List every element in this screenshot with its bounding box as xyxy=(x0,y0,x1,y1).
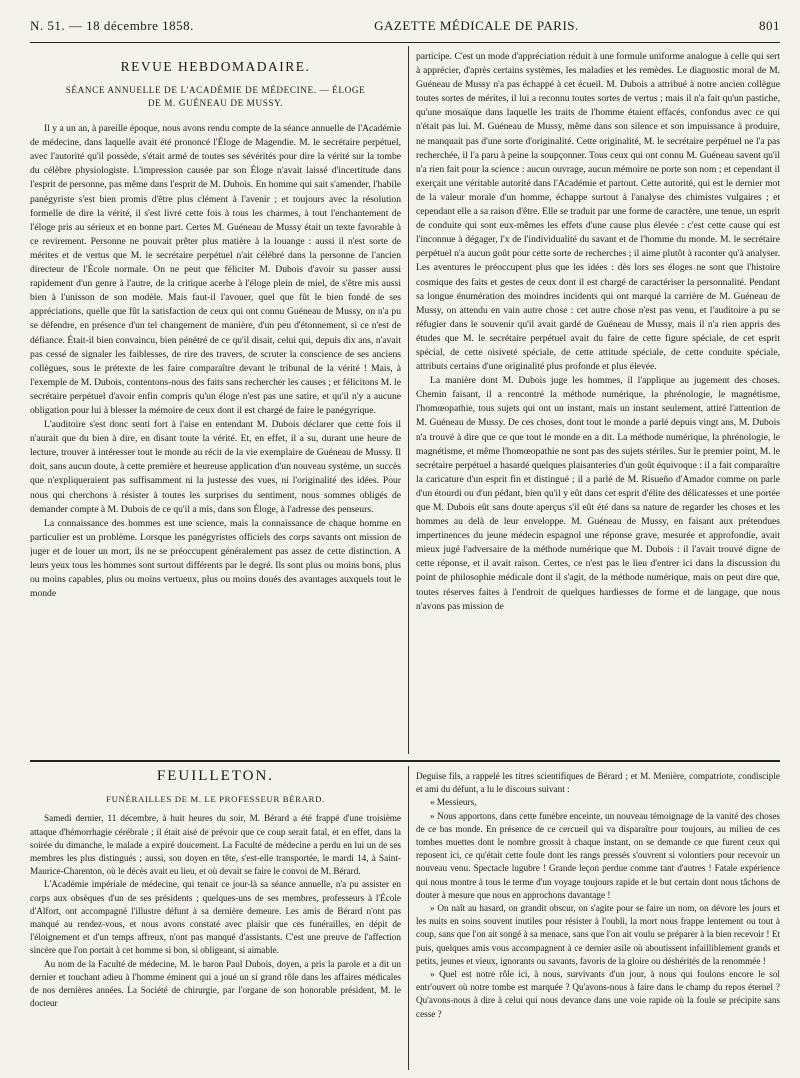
revue-paragraph: La connaissance des hommes est une science, mais la connaissance de chaque homme en particulier est un problème. Lorsque les panégyristes officiels des corps savants ont mission de juger et de louer un mort, ils ne se préoccupent généralement pas assez de cette distinction. A leurs yeux tous les hommes sont surtout différents par le degré. Ils sont plus ou moins bons, plus ou moins capables, plus ou moins vertueux, plus ou moins doués des avantages auxquels tout le monde xyxy=(30,517,401,600)
feuilleton-paragraph: Deguise fils, a rappelé les titres scientifiques de Bérard ; et M. Menière, compatriote, condisciple et ami du défunt, a lu le discours suivant : xyxy=(416,771,780,795)
issue-number: N. 51. — 18 décembre 1858. xyxy=(30,18,194,33)
feuilleton-subtitle: FUNÉRAILLES DE M. LE PROFESSEUR BÉRARD. xyxy=(106,794,325,805)
revue-subtitle-line-2: DE M. GUÉNEAU DE MUSSY. xyxy=(147,98,284,109)
revue-paragraph: L'auditoire s'est donc senti fort à l'aise en entendant M. Dubois déclarer que cette fois il n'aurait que du bien à dire, en disant toute la vérité. Et, en effet, il a su, durant une heure de lecture, trouver à intéresser tout le monde au récit de la vie exemplaire de Guéneau de Mussy. Il doit, sans aucun doute, à cette première et heureuse application d'un nouveau système, un succès que n'expliqueraient pas suffisamment ni la justesse des vues, ni l'originalité des idées. Pour nous qui cherchons à résister à toutes les surprises du sentiment, nous sommes obligés de demander compte à M. Dubois de ce qu'il a mis, dans son Éloge, à l'adresse des penseurs. xyxy=(30,419,401,515)
column-divider xyxy=(408,46,409,754)
column-divider xyxy=(408,766,409,1070)
header-rule xyxy=(30,42,780,43)
revue-subtitle-line-1: SÉANCE ANNUELLE DE L'ACADÉMIE DE MÉDECINE. — ÉLOGE xyxy=(65,85,366,96)
feuilleton-rule xyxy=(30,760,780,762)
journal-title: GAZETTE MÉDICALE DE PARIS. xyxy=(374,18,579,33)
feuilleton-paragraph: » Nous apportons, dans cette funèbre enceinte, un nouveau témoignage de la vanité des choses de ce bas monde. En présence de ce cercueil qui va disparaître pour toujours, au milieu de ces tombes muettes dont le nombre grossit à chaque instant, on se demande ce que furent ceux qui reposent ici, ce qu'était cette foule dont les rangs pressés s'ouvrent si volontiers pour recevoir un nouveau venu. Spectacle lugubre ! Grande leçon perdue comme tant d'autres ! Fatale expérience qui nous montre à tous le terme d'un voyage toujours rapide et le but certain dont nous tâchons de douter à mesure que nous en approchons davantage ! xyxy=(416,810,780,900)
page-header xyxy=(30,18,780,38)
feuilleton-paragraph: Samedi dernier, 11 décembre, à huit heures du soir, M. Bérard a été frappé d'une troisième attaque d'hémorrhagie cérébrale ; il était aisé de prévoir que ce coup serait fatal, et en effet, dans la soirée du dimanche, le malade a expiré doucement. La Faculté de médecine a perdu en lui un de ses membres les plus distingués ; aussi, son doyen en tête, s'est-elle transportée, le mardi 14, à Saint-Maurice-Charenton, où le décès avait eu lieu, et où devait se faire le convoi de M. Bérard. xyxy=(30,813,401,877)
revue-paragraph: participe. C'est un mode d'appréciation réduit à une formule uniforme analogue à celle qui sert à apprécier, d'après certains systèmes, les maladies et les remèdes. Le diagnostic moral de M. Guéneau de Mussy n'a pas échappé à cet écueil. M. Dubois a attribué à notre ancien collègue toutes sortes de mérites, il lui a reconnu toutes sortes de vertus ; mais il n'a fait qu'un pastiche, qu'une mosaïque dans laquelle les traits de l'homme étaient effacés, confondus avec ce qui n'était pas lui. M. Guéneau de Mussy, même dans son silence et son impuissance à produire, ne manquait pas d'une sorte d'originalité. Cette originalité, M. le secrétaire perpétuel ne l'a pas recherchée, il l'a paru à peine la soupçonner. Tous ceux qui ont connu M. Guéneau savent qu'il n'a rien fait pour la science : aucun ouvrage, aucun mémoire ne porte son nom ; et cependant il exerçait une véritable autorité dans l'Académie et partout. Cette autorité, qui est le dernier mot de la valeur morale d'un homme, échappe surtout à l'analyse des chimistes vulgaires ; et cependant elle a sa raison d'être. Elle se traduit par une forme de caractère, une tenue, un esprit de conduite qui sont eux-mêmes les effets d'une cause plus élevée : c'est cette cause qui est l'inconnue à dégager, l'x de l'individualité du savant et de l'homme du monde. M. le secrétaire perpétuel n'a aucun goût pour cette sorte de recherches ; il aime plutôt à raconter qu'à analyser. Les aventures le préoccupent plus que les idées : dès lors ses éloges ne sont que l'histoire cosmique des faits et gestes de ceux dont il est chargé de caractériser la personnalité. Pendant sa longue énumération des moindres incidents qui ont marqué la carrière de M. Guéneau de Mussy, on attendu en vain autre chose : cet autre chose n'est pas venu, et l'auditoire a pu se réfugier dans le souvenir qu'il avait gardé de Guéneau de Mussy, mais il n'a rien appris des études que M. le secrétaire perpétuel avait du faire de cette figure spéciale, de cet esprit spécial, de cette oisiveté spéciale, de cette attitude spéciale, de cette conduite spéciale, attributs certains d'une originalité plus profonde et plus élevée. xyxy=(416,51,780,373)
feuilleton-paragraph: Au nom de la Faculté de médecine, M. le baron Paul Dubois, doyen, a pris la parole et a dit un dernier et touchant adieu à l'homme éminent qui a joué un si grand rôle dans les affaires médicales de nos dernières années. La Société de chirurgie, par l'organe de son honorable président, M. le docteur xyxy=(30,958,401,1009)
feuilleton-paragraph: L'Académie impériale de médecine, qui tenait ce jour-là sa séance annuelle, n'a pu assister en corps aux obsèques d'un de ses présidents ; quelques-uns de ses membres, professeurs à l'École d'Alfort, ont accompagné l'illustre défunt à sa dernière demeure. Les amis de Bérard n'ont pas manqué au rendez-vous, et nous avons constaté avec plaisir que ces funérailles, en dépit de l'éloignement et d'un temps affreux, n'ont pas manqué d'assistants. C'est une preuve de l'affection sincère que l'on portait à cet homme si bon, si obligeant, si aimable. xyxy=(30,879,401,956)
revue-column-2 xyxy=(416,50,780,756)
feuilleton-salutation: « Messieurs, xyxy=(430,797,477,808)
revue-title: REVUE HEBDOMADAIRE. xyxy=(120,59,311,74)
revue-column-1 xyxy=(30,46,401,756)
revue-paragraph: La manière dont M. Dubois juge les hommes, il l'applique au jugement des choses. Chemin faisant, il a rencontré la méthode numérique, la phrénologie, le magnétisme, l'homœopathie, tous sujets qui ont un instant, mais un instant seulement, attiré l'attention de M. Guéneau de Mussy. De ces choses, dont tout le monde a parlé depuis vingt ans, M. Dubois n'a trouvé à dire que ce que tout le monde en a dit. La méthode numérique, la phrénologie, le magnétisme, et même l'homœopathie ne sont pas des sujets stériles. Sur le premier point, M. le secrétaire perpétuel a hasardé quelques plaisanteries d'un goût équivoque : il a fait comparaître la caricature d'un esprit fin et distingué ; il a parlé de M. Risueño d'Amador comme on parle d'un étourdi ou d'un pédant, bien qu'il y eût dans cet esprit d'élite des délicatesses et une portée que M. Dubois eût sans doute aperçus s'il eût été dans sa nature de regarder les choses et les hommes au delà de leur enveloppe. M. Guéneau de Mussy, en faisant aux prétendues impertinences du jeune médecin espagnol une réponse grave, mesurée et approfondie, avait mieux jugé l'adversaire de la méthode numérique que M. Dubois : il l'avait trouvé digne de cette réponse, et il avait raison. Certes, ce n'est pas le lieu d'entrer ici dans la discussion du point de philosophie médicale dont il s'agit, de la méthode numérique, mais on peut dire que, toutes réserves faites à l'endroit de quelques hardiesses de forme et de langage, que nous n'avons pas mission de xyxy=(416,375,780,612)
feuilleton-column-2 xyxy=(416,770,780,1070)
feuilleton-column-1 xyxy=(30,766,401,1070)
revue-subtitle xyxy=(30,84,401,110)
revue-paragraph: Il y a un an, à pareille époque, nous avons rendu compte de la séance annuelle de l'Académie de médecine, dans laquelle avait été prononcé l'Éloge de Magendie. M. le secrétaire perpétuel, avec l'autorité qu'il possède, s'était armé de toutes ses sévérités pour dire la vérité sur la tombe du célèbre physiologiste. L'impression causée par son Éloge n'avait laissé d'incertitude dans l'esprit de personne, pas même dans l'esprit de M. Dubois. En homme qui sait s'amender, l'habile panégyriste s'est bien promis d'être plus clément à l'avenir ; et toujours avec la résolution formelle de dire la vérité, il s'est livré cette fois à tous les charmes, à tout l'enchantement de l'éloge pris au sérieux et en bonne part. Certes M. Guéneau de Mussy était un texte favorable à ce revirement. Personne ne pouvait prêter plus matière à la louange : aussi il n'est sorte de mérites et de vertus que M. le secrétaire perpétuel n'ait célébré dans la personne de l'ancien directeur de l'École normale. On ne peut que féliciter M. Dubois d'avoir su passer aussi rapidement d'un genre à l'autre, de la critique acerbe à l'éloge plein de miel, de s'être mis aussi bien à l'unisson de son modèle. Mais faut-il l'avouer, quel que fût le bien fondé de ses appréciations, quelle que fût la satisfaction de ceux qui ont connu Guéneau de Mussy, on n'a pu se défendre, en présence d'un tel changement de manière, d'un peu d'étonnement, si ce n'est de défiance. Était-il bien convaincu, bien pénétré de ce qu'il disait, celui qui, depuis dix ans, n'avait pas cessé de signaler les faiblesses, de rire des travers, de scruter la conscience de ses anciens collègues, sous le prétexte de les faire comparaître devant le tribunal de la vérité ! Mais, à l'exemple de M. Dubois, contentons-nous des faits sans rechercher les causes ; et félicitons M. le secrétaire perpétuel d'avoir enfin compris qu'un éloge n'est pas une satire, et qu'il n'y a aucune obligation pour lui à blesser la mémoire de ceux dont il est chargé de faire le panégyrique. xyxy=(30,123,401,416)
feuilleton-title: FEUILLETON. xyxy=(156,768,275,784)
feuilleton-paragraph: » Quel est notre rôle ici, à nous, survivants d'un jour, à nous qui foulons encore le sol entr'ouvert où notre tombe est marquée ? Qu'avons-nous à faire dans le champ du repos éternel ? Qu'avons-nous à dire à celui qui nous devance dans une voie rapide où la foule se précipite sans cesse ? xyxy=(416,969,780,1019)
feuilleton-paragraph: » On naît au hasard, on grandit obscur, on s'agite pour se faire un nom, on dévore les jours et les nuits en soins souvent inutiles pour résister à l'oubli, la mort nous frappe lentement ou tout à coup, sans que l'on ait songé à sa menace, sans que l'on ait voulu se préparer à la bien recevoir ! Et puis, quelques amis vous accompagnent à ce dernier asile où aboutissent infailliblement grands et petits, jeunes et vieux, ignorants ou savants, favoris de la gloire ou déshérités de la renommée ! xyxy=(416,903,780,966)
page-number: 801 xyxy=(758,18,780,33)
